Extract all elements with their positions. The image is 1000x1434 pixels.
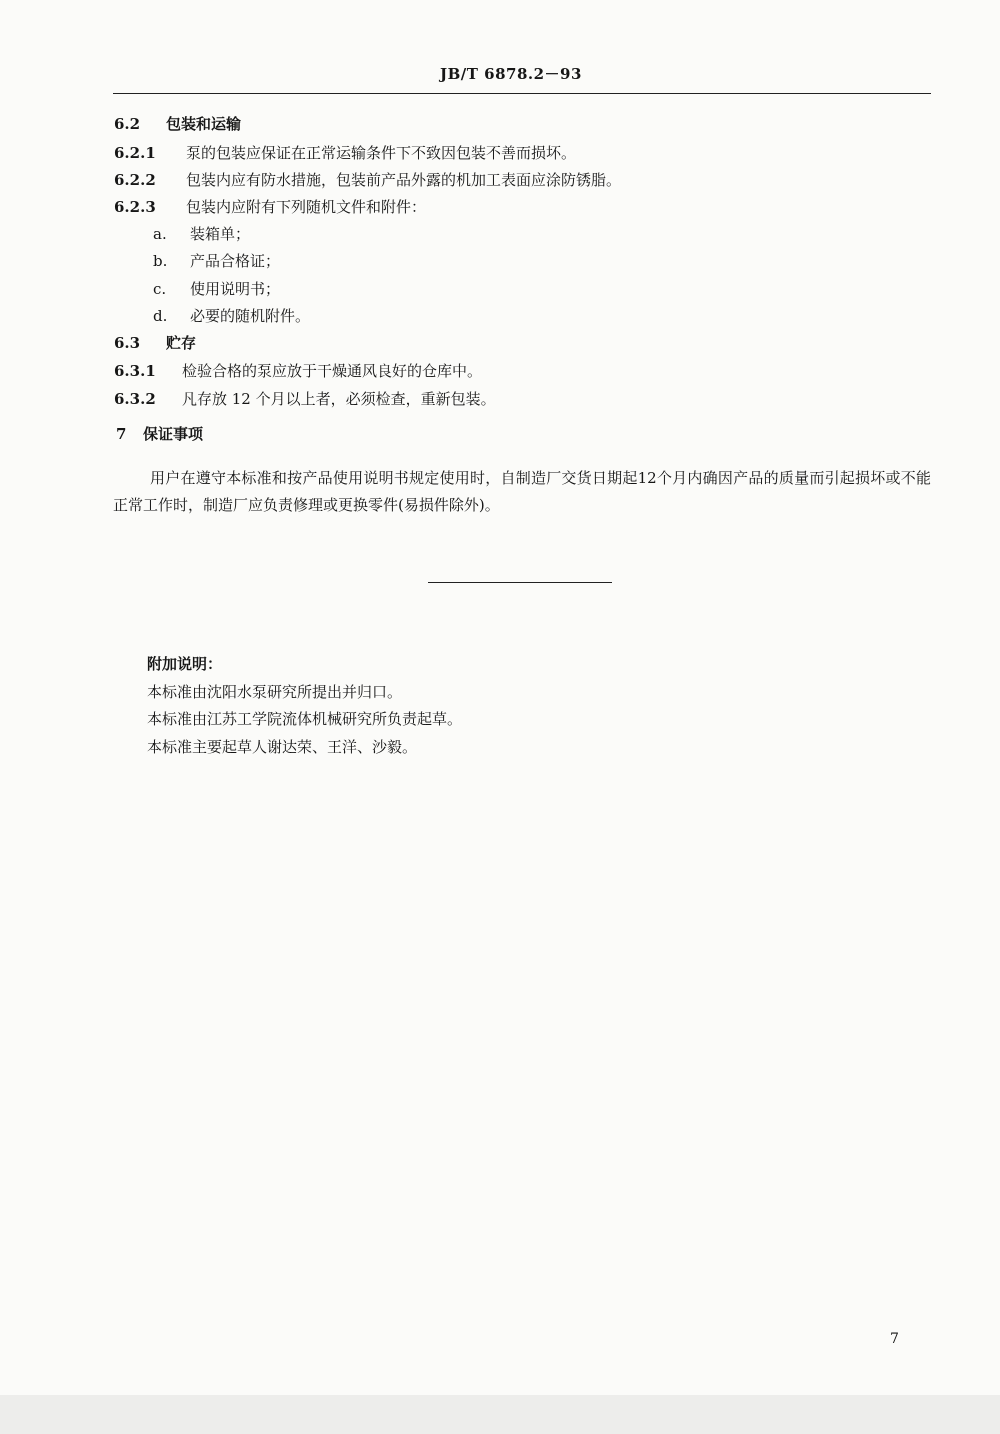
warranty-paragraph: 用户在遵守本标准和按产品使用说明书规定使用时，自制造厂交货日期起12个月内确因产品的质量而引起损坏或不能正常工作时，制造厂应负责修理或更换零件(易损件除外)。 xyxy=(113,469,931,514)
clause-6-3-2-number: 6.3.2 xyxy=(114,390,156,408)
end-of-text-rule xyxy=(428,582,612,583)
additional-note-line: 本标准主要起草人谢达荣、王洋、沙毅。 xyxy=(147,738,418,756)
section-6-3-title: 贮存 xyxy=(166,334,197,352)
list-item-a-label: a. xyxy=(153,225,167,243)
clause-6-2-2-number: 6.2.2 xyxy=(114,171,156,189)
clause-6-2-1-text: 泵的包装应保证在正常运输条件下不致因包装不善而损坏。 xyxy=(186,144,577,162)
list-item-c-label: c. xyxy=(153,280,167,298)
viewer-bottom-strip xyxy=(0,1395,1000,1434)
list-item-b-text: 产品合格证； xyxy=(190,252,281,270)
section-6-2-title: 包装和运输 xyxy=(166,115,242,133)
section-7-title: 保证事项 xyxy=(143,425,204,443)
standard-code: JB/T 6878.2－93 xyxy=(440,65,582,83)
list-item-b-label: b. xyxy=(153,252,168,270)
clause-6-2-2-text: 包装内应有防水措施，包装前产品外露的机加工表面应涂防锈脂。 xyxy=(186,171,622,189)
clause-6-2-3-number: 6.2.3 xyxy=(114,198,156,216)
list-item-c-text: 使用说明书； xyxy=(190,280,281,298)
list-item-d-label: d. xyxy=(153,307,168,325)
section-6-2-number: 6.2 xyxy=(114,115,141,133)
additional-note-line: 本标准由沈阳水泵研究所提出并归口。 xyxy=(147,683,403,701)
additional-note-line: 本标准由江苏工学院流体机械研究所负责起草。 xyxy=(147,710,463,728)
section-7-number: 7 xyxy=(116,425,127,443)
section-6-3-number: 6.3 xyxy=(114,334,141,352)
clause-6-2-3-text: 包装内应附有下列随机文件和附件： xyxy=(186,198,427,216)
list-item-d-text: 必要的随机附件。 xyxy=(190,307,311,325)
clause-6-2-1-number: 6.2.1 xyxy=(114,144,156,162)
page-number: 7 xyxy=(890,1331,899,1347)
list-item-a-text: 装箱单； xyxy=(190,225,251,243)
clause-6-3-2-text: 凡存放 12 个月以上者，必须检查，重新包装。 xyxy=(182,390,496,408)
additional-notes-title: 附加说明： xyxy=(147,655,223,673)
clause-6-3-1-number: 6.3.1 xyxy=(114,362,156,380)
clause-6-3-1-text: 检验合格的泵应放于干燥通风良好的仓库中。 xyxy=(182,362,483,380)
header-rule xyxy=(113,93,931,94)
